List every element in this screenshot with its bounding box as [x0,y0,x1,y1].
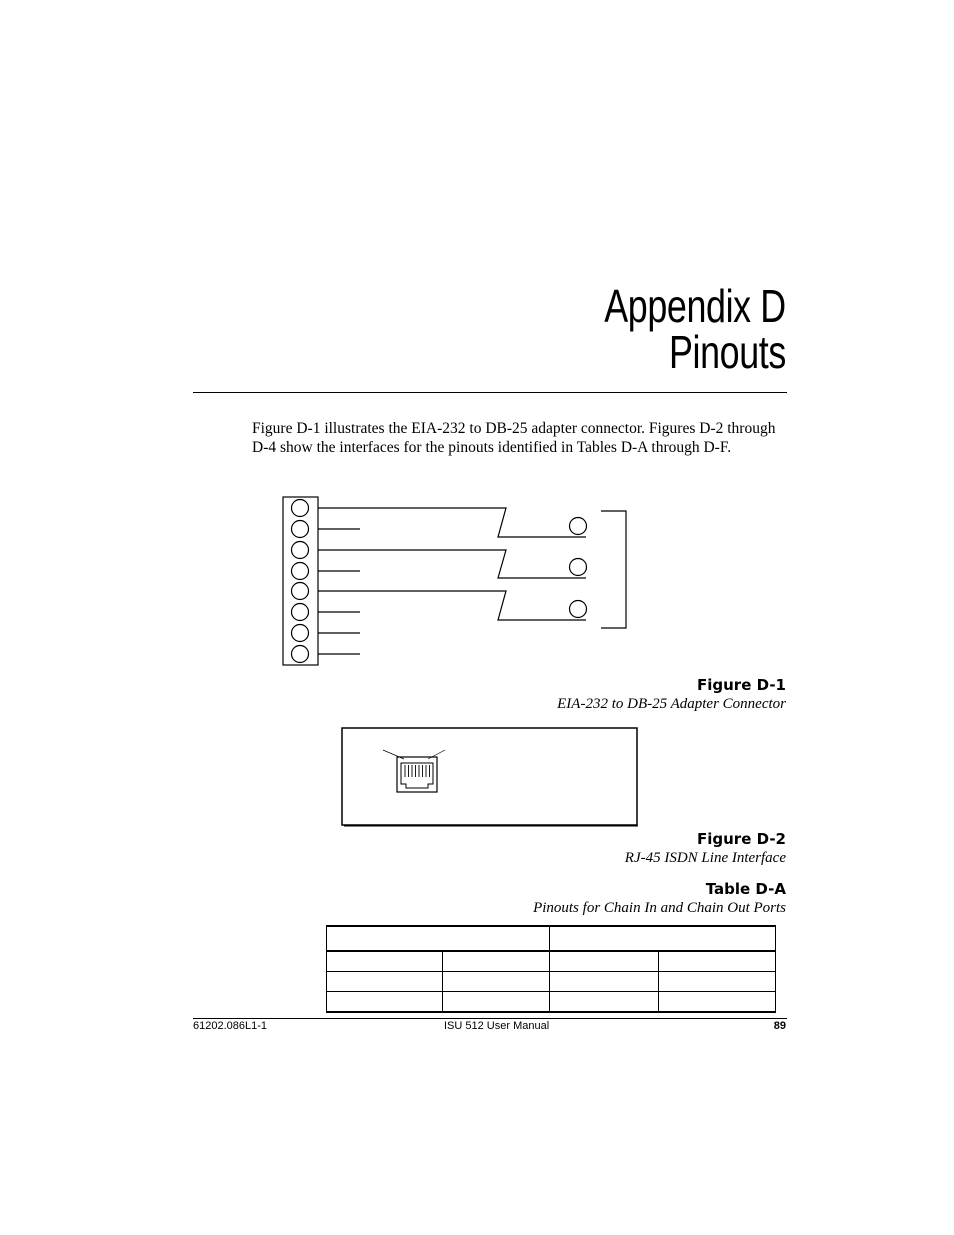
table-cell [550,992,658,1013]
footer-rule [193,1018,787,1019]
table-da-caption: Pinouts for Chain In and Chain Out Ports [533,900,786,916]
table-cell [443,992,550,1013]
table-cell [658,951,775,972]
figure-d1-caption: EIA-232 to DB-25 Adapter Connector [557,696,786,712]
table-row [327,972,776,992]
table-cell [327,992,443,1013]
table-cell [327,972,443,992]
table-cell [443,972,550,992]
table-cell [443,951,550,972]
intro-paragraph: Figure D-1 illustrates the EIA-232 to DB-25 adapter connector. Figures D-2 through D-4 show the interfaces for the pinouts identified in Tables D-A through D-F. [252,420,776,456]
table-header-cell [327,926,550,951]
table-row [327,951,776,972]
table-header-cell [550,926,776,951]
table-cell [327,951,443,972]
table-cell [550,972,658,992]
interface-panel [342,728,637,825]
pinout-table [326,925,776,1013]
table-header-row [327,926,776,951]
table-row [327,992,776,1013]
rj45-contacts [405,765,430,777]
figure-d1-label: Figure D-1 [697,676,786,694]
footer-doc-number: 61202.086L1-1 [193,1020,268,1032]
table-da-label: Table D-A [705,880,786,898]
callout-line [383,750,404,759]
chapter-title-line-2: Pinouts [669,326,786,378]
rj45-jack [397,757,437,792]
chapter-title-line-1: Appendix D [604,280,786,332]
table-cell [658,992,775,1013]
table-cell [658,972,775,992]
figure-d2-caption: RJ-45 ISDN Line Interface [624,850,786,866]
footer-page-number: 89 [773,1020,786,1032]
rj45-opening [401,763,433,788]
footer-manual-title: ISU 512 User Manual [444,1020,550,1032]
figure-d2-label: Figure D-2 [697,830,786,848]
table-cell [550,951,658,972]
